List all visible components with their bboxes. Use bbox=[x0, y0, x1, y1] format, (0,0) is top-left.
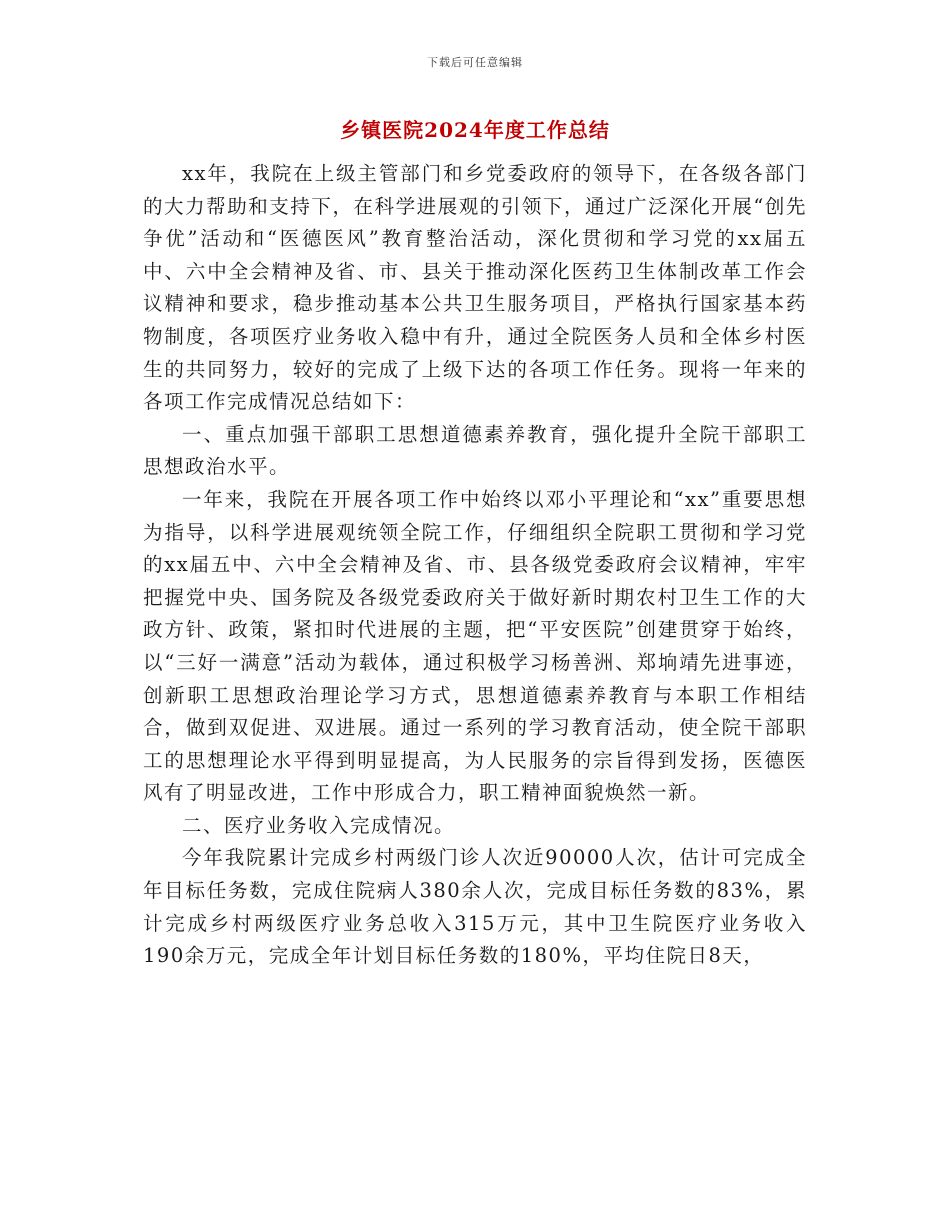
document-body bbox=[143, 158, 807, 973]
section-heading-1: 一、重点加强干部职工思想道德素养教育，强化提升全院干部职工思想政治水平。 bbox=[143, 422, 807, 479]
body-paragraph-intro: xx年，我院在上级主管部门和乡党委政府的领导下，在各级各部门的大力帮助和支持下，在科学进展观的引领下，通过广泛深化开展“创先争优”活动和“医德医风”教育整治活动，深化贯彻和学习党的xx届五中、六中全会精神及省、市、县关于推动深化医药卫生体制改革工作会议精神和要求，稳步推动基本公共卫生服务项目，严格执行国家基本药物制度，各项医疗业务收入稳中有升，通过全院医务人员和全体乡村医生的共同努力，较好的完成了上级下达的各项工作任务。现将一年来的各项工作完成情况总结如下： bbox=[143, 162, 807, 414]
page-header-note: 下载后可任意编辑 bbox=[427, 56, 523, 69]
section-heading-2: 二、医疗业务收入完成情况。 bbox=[182, 813, 456, 837]
document-title: 乡镇医院2024年度工作总结 bbox=[340, 118, 610, 142]
body-paragraph-section-1: 一年来，我院在开展各项工作中始终以邓小平理论和“xx”重要思想为指导，以科学进展观统领全院工作，仔细组织全院职工贯彻和学习党的xx届五中、六中全会精神及省、市、县各级党委政府会议精神，牢牢把握党中央、国务院及各级党委政府关于做好新时期农村卫生工作的大政方针、政策，紧扣时代进展的主题，把“平安医院”创建贯穿于始终，以“三好一满意”活动为载体，通过积极学习杨善洲、郑垧靖先进事迹，创新职工思想政治理论学习方式，思想道德素养教育与本职工作相结合，做到双促进、双进展。通过一系列的学习教育活动，使全院干部职工的思想理论水平得到明显提高，为人民服务的宗旨得到发扬，医德医风有了明显改进，工作中形成合力，职工精神面貌焕然一新。 bbox=[143, 487, 807, 805]
body-paragraph-section-2: 今年我院累计完成乡村两级门诊人次近90000人次，估计可完成全年目标任务数，完成住院病人380余人次，完成目标任务数的83%，累计完成乡村两级医疗业务总收入315万元，其中卫生院医疗业务收入190余万元，完成全年计划目标任务数的180%，平均住院日8天， bbox=[143, 846, 807, 968]
